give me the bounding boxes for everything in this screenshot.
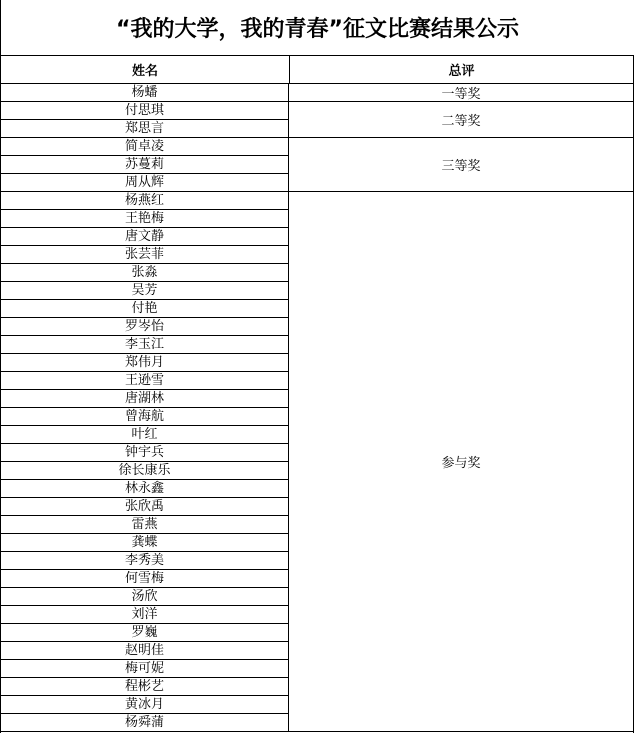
name-cell[interactable]: 郑思言 bbox=[1, 120, 289, 138]
name-cell[interactable]: 付艳 bbox=[1, 300, 289, 318]
name-cell[interactable]: 张欣禹 bbox=[1, 498, 289, 516]
award-cell[interactable]: 三等奖 bbox=[289, 138, 633, 192]
name-cell[interactable]: 唐湖林 bbox=[1, 390, 289, 408]
name-cell[interactable]: 刘洋 bbox=[1, 606, 289, 624]
name-cell[interactable]: 林永鑫 bbox=[1, 480, 289, 498]
name-cell[interactable]: 罗巍 bbox=[1, 624, 289, 642]
award-cell[interactable]: 二等奖 bbox=[289, 102, 633, 138]
name-cell[interactable]: 李秀美 bbox=[1, 552, 289, 570]
name-cell[interactable]: 杨蟠 bbox=[1, 84, 289, 102]
name-cell[interactable]: 罗岑怡 bbox=[1, 318, 289, 336]
name-cell[interactable]: 周从辉 bbox=[1, 174, 289, 192]
name-cell[interactable]: 吴芳 bbox=[1, 282, 289, 300]
name-cell[interactable]: 郑伟月 bbox=[1, 354, 289, 372]
name-cell[interactable]: 唐文静 bbox=[1, 228, 289, 246]
name-cell[interactable]: 叶红 bbox=[1, 426, 289, 444]
name-cell[interactable]: 程彬艺 bbox=[1, 678, 289, 696]
name-cell[interactable]: 杨燕红 bbox=[1, 192, 289, 210]
name-cell[interactable]: 汤欣 bbox=[1, 588, 289, 606]
name-cell[interactable]: 王逊雪 bbox=[1, 372, 289, 390]
name-cell[interactable]: 张淼 bbox=[1, 264, 289, 282]
name-cell[interactable]: 苏蔓莉 bbox=[1, 156, 289, 174]
name-cell[interactable]: 梅可妮 bbox=[1, 660, 289, 678]
name-cell[interactable]: 曾海航 bbox=[1, 408, 289, 426]
award-cell[interactable]: 参与奖 bbox=[289, 192, 633, 732]
name-cell[interactable]: 张芸菲 bbox=[1, 246, 289, 264]
column-header-comment[interactable]: 总评 bbox=[448, 64, 475, 79]
award-cell[interactable]: 一等奖 bbox=[289, 84, 633, 102]
name-cell[interactable]: 李玉江 bbox=[1, 336, 289, 354]
name-cell[interactable]: 钟宇兵 bbox=[1, 444, 289, 462]
name-cell[interactable]: 龚蝶 bbox=[1, 534, 289, 552]
name-cell[interactable]: 雷燕 bbox=[1, 516, 289, 534]
column-header-name[interactable]: 姓名 bbox=[1, 56, 290, 83]
name-cell[interactable]: 王艳梅 bbox=[1, 210, 289, 228]
name-cell[interactable]: 付思琪 bbox=[1, 102, 289, 120]
table-header bbox=[1, 56, 634, 84]
name-cell[interactable]: 黄冰月 bbox=[1, 696, 289, 714]
page-title: “我的大学，我的青春”征文比赛结果公示 bbox=[1, 0, 634, 56]
name-cell[interactable]: 徐长康乐 bbox=[1, 462, 289, 480]
name-cell[interactable]: 何雪梅 bbox=[1, 570, 289, 588]
name-cell[interactable]: 赵明佳 bbox=[1, 642, 289, 660]
name-cell[interactable]: 杨舜蒲 bbox=[1, 714, 289, 732]
name-cell[interactable]: 简卓凌 bbox=[1, 138, 289, 156]
